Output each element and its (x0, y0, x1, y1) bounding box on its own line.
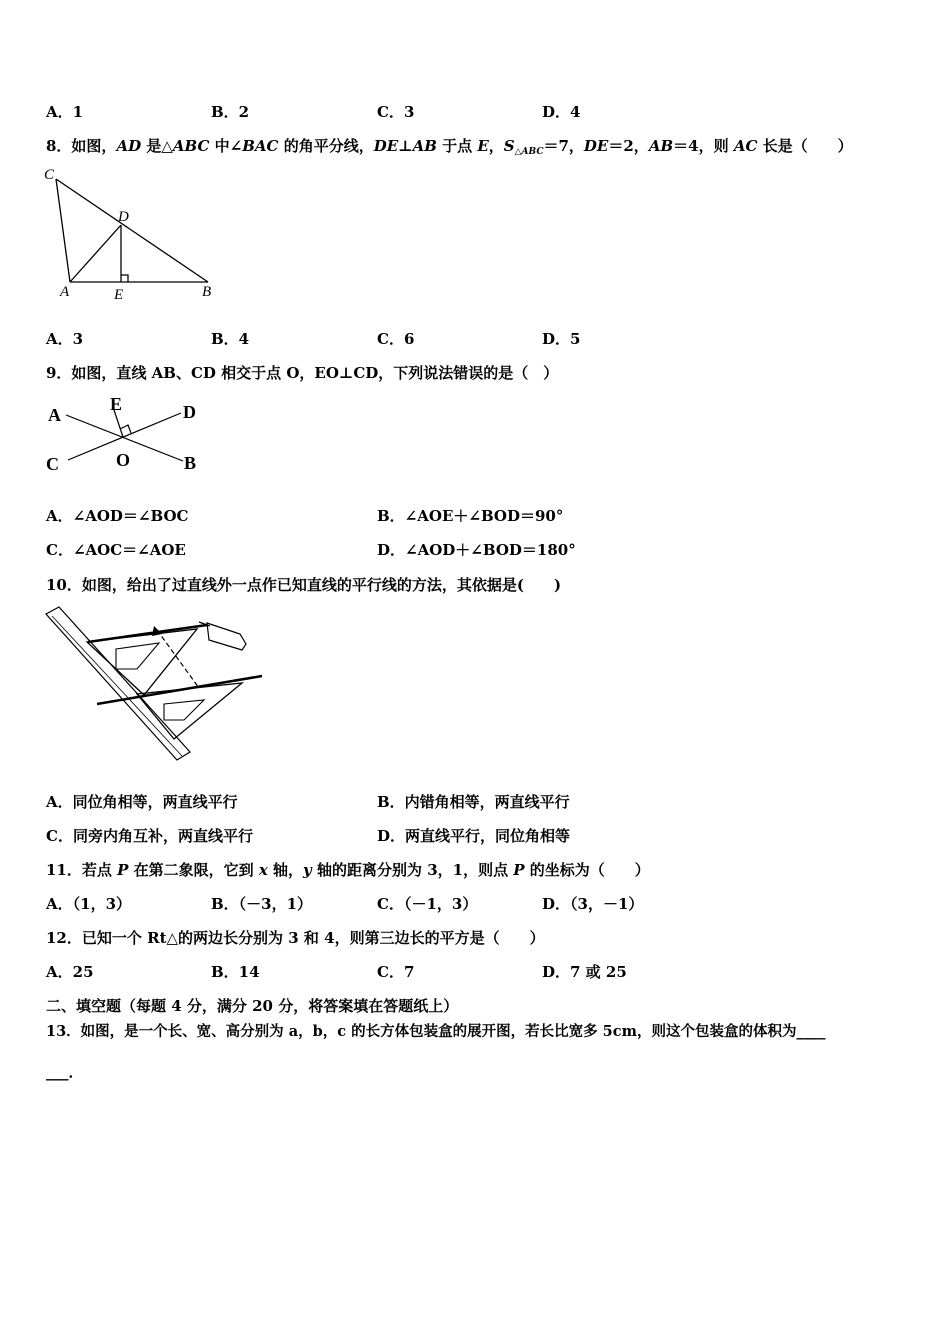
q13-answer-blank: ___． (46, 1063, 84, 1081)
q10-option-d: D．两直线平行，同位角相等 (377, 827, 571, 845)
q11-option-a: A．（1，3） (46, 895, 132, 913)
q9-label-d: D (183, 402, 196, 422)
q13-question: 13．如图，是一个长、宽、高分别为 a，b，c 的长方体包装盒的展开图，若长比宽多 5cm，则这个包装盒的体积为____ (46, 1023, 826, 1040)
q10-slide-path (157, 630, 199, 688)
q9-label-b: B (184, 453, 197, 473)
q9-option-b: B．∠AOE＋∠BOD＝90° (377, 507, 564, 525)
q9-label-o: O (116, 450, 131, 470)
q8-option-c: C．6 (377, 330, 415, 348)
q9-label-c: C (46, 454, 59, 474)
q12-option-a: A．25 (46, 963, 94, 981)
q8-segment-cb (56, 179, 208, 282)
q8-segment-ca (56, 179, 70, 282)
section-2-heading: 二、填空题（每题 4 分，满分 20 分，将答案填在答题纸上） (46, 997, 459, 1015)
q10-pencil (207, 623, 246, 650)
q8-option-d: D．5 (542, 330, 581, 348)
q10-set-square-figure (44, 604, 269, 769)
q8-label-b: B (202, 284, 212, 300)
q8-label-d: D (118, 209, 129, 225)
q12-option-c: C．7 (377, 963, 415, 981)
q10-option-b: B．内错角相等，两直线平行 (377, 793, 570, 811)
q12-option-d: D．7 或 25 (542, 963, 627, 981)
q11-option-b: B．（－3，1） (211, 895, 313, 913)
q8-segment-ad (70, 225, 121, 282)
q9-label-e: E (110, 394, 123, 414)
q10-option-c: C．同旁内角互补，两直线平行 (46, 827, 253, 845)
q8-right-angle-mark (121, 275, 128, 282)
q8-question: 8．如图，AD 是△ABC 中∠BAC 的角平分线，DE⊥AB 于点 E，$S_{\triangle ABC}=7$，DE＝2，AB＝4，则 AC 长是（ ） (46, 137, 853, 157)
q10-question: 10．如图，给出了过直线外一点作已知直线的平行线的方法，其依据是( ) (46, 576, 562, 594)
q10-option-a: A．同位角相等，两直线平行 (46, 793, 238, 811)
q11-option-c: C．（－1，3） (377, 895, 478, 913)
q7-option-b: B．2 (211, 103, 250, 121)
q8-option-b: B．4 (211, 330, 250, 348)
q8-triangle-figure (40, 160, 230, 310)
q9-option-d: D．∠AOD＋∠BOD＝180° (377, 541, 576, 559)
q9-label-a: A (48, 405, 61, 425)
q9-option-a: A．∠AOD＝∠BOC (46, 507, 189, 525)
q12-question: 12．已知一个 Rt△的两边长分别为 3 和 4，则第三边长的平方是（ ） (46, 929, 545, 947)
q8-label-c: C (44, 167, 55, 183)
q12-option-b: B．14 (211, 963, 260, 981)
q11-question: 11．若点 P 在第二象限，它到 x 轴，y 轴的距离分别为 3，1，则点 P 的坐标为（ ） (46, 861, 650, 879)
q9-option-c: C．∠AOC＝∠AOE (46, 541, 186, 559)
q8-option-a: A．3 (46, 330, 84, 348)
q11-option-d: D．（3，－1） (542, 895, 644, 913)
q9-intersecting-lines-figure (42, 388, 212, 480)
q7-option-a: A．1 (46, 103, 84, 121)
q9-question: 9．如图，直线 AB、CD 相交于点 O，EO⊥CD，下列说法错误的是（ ） (46, 364, 559, 382)
q7-option-c: C．3 (377, 103, 415, 121)
q8-label-a: A (60, 284, 70, 300)
q7-option-d: D．4 (542, 103, 581, 121)
q8-label-e: E (114, 287, 124, 303)
